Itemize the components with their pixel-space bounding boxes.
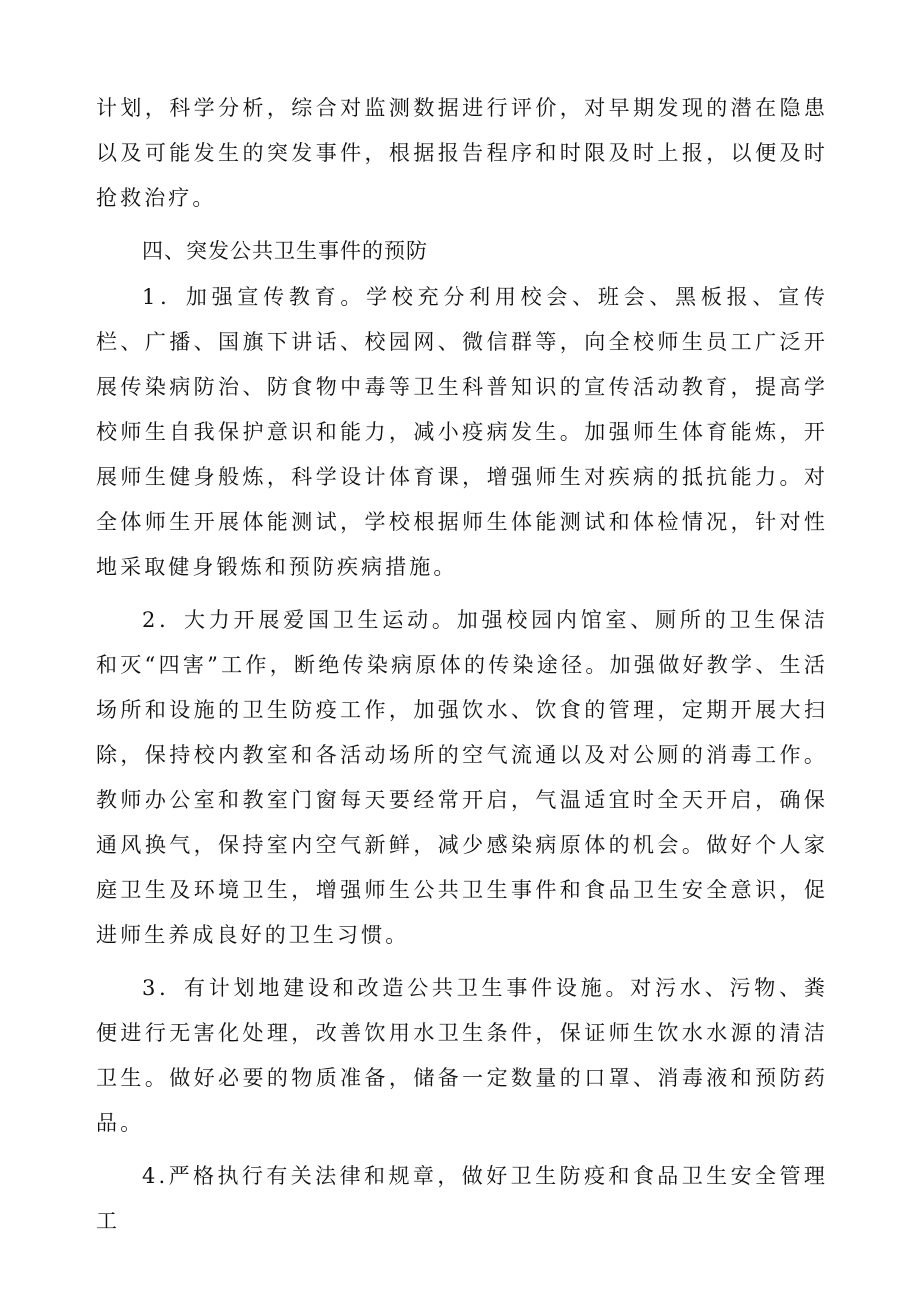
paragraph-4: 4.严格执行有关法律和规章，做好卫生防疫和食品卫生安全管理工 [96,1164,828,1233]
section-heading: 四、突发公共卫生事件的预防 [142,239,428,263]
paragraph-continued: 计划，科学分析，综合对监测数据进行评价，对早期发现的潜在隐患以及可能发生的突发事件，根据报告程序和时限及时上报，以便及时抢救治疗。 [96,96,828,210]
paragraph-2: 2．大力开展爱国卫生运动。加强校园内馆室、厕所的卫生保洁和灭“四害”工作，断绝传染病原体的传染途径。加强做好教学、生活场所和设施的卫生防疫工作，加强饮水、饮食的管理，定期开展大扫除，保持校内教室和各活动场所的空气流通以及对公厕的消毒工作。教师办公室和教室门窗每天要经常开启，气温适宜时全天开启，确保通风换气，保持室内空气新鲜，减少感染病原体的机会。做好个人家庭卫生及环境卫生，增强师生公共卫生事件和食品卫生安全意识，促进师生养成良好的卫生习惯。 [96,608,828,947]
paragraph-3: 3．有计划地建设和改造公共卫生事件设施。对污水、污物、粪便进行无害化处理，改善饮用水卫生条件，保证师生饮水水源的清洁卫生。做好必要的物质准备，储备一定数量的口罩、消毒液和预防药品。 [96,976,828,1135]
paragraph-1: 1．加强宣传教育。学校充分利用校会、班会、黑板报、宣传栏、广播、国旗下讲话、校园网、微信群等，向全校师生员工广泛开展传染病防治、防食物中毒等卫生科普知识的宣传活动教育，提高学校师生自我保护意识和能力，减小疫病发生。加强师生体育能炼，开展师生健身般炼，科学设计体育课，增强师生对疾病的抵抗能力。对全体师生开展体能测试，学校根据师生体能测试和体检情况，针对性地采取健身锻炼和预防疾病措施。 [96,285,828,579]
